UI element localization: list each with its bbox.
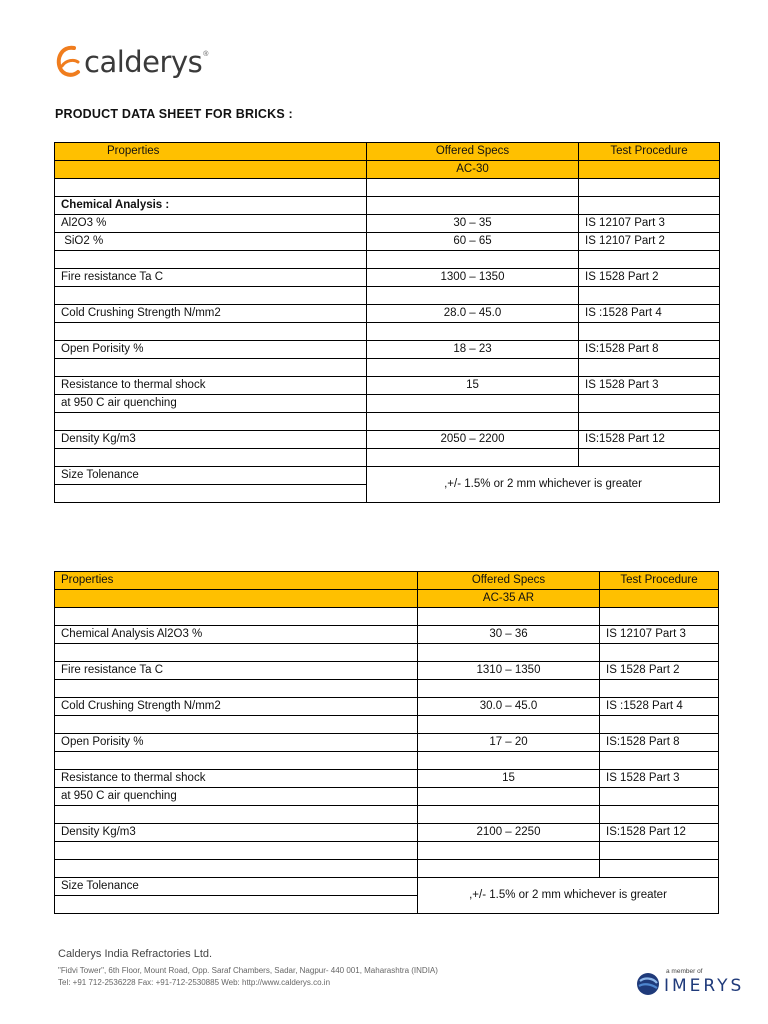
calderys-logo	[54, 42, 208, 82]
spec-cell: 15	[418, 770, 600, 788]
table-row	[55, 770, 719, 788]
imerys-logo	[636, 968, 745, 996]
spacer-row	[55, 608, 719, 626]
property-cell: Open Porisity %	[55, 734, 418, 752]
property-cell: Chemical Analysis Al2O3 %	[55, 626, 418, 644]
header-test-procedure: Test Procedure	[579, 143, 720, 161]
spec-table-ac35ar	[54, 571, 719, 914]
spec-cell: 2050 – 2200	[367, 431, 579, 449]
test-cell: IS:1528 Part 8	[600, 734, 719, 752]
header-blank	[579, 161, 720, 179]
table-row	[55, 467, 720, 485]
spacer-row	[55, 842, 719, 860]
property-cell: Al2O3 %	[55, 215, 367, 233]
header-offered-specs: Offered Specs	[418, 572, 600, 590]
table-row	[55, 431, 720, 449]
spacer-row	[55, 179, 720, 197]
spacer-row	[55, 644, 719, 662]
table-header-row	[55, 143, 720, 161]
spec-cell: 30 – 36	[418, 626, 600, 644]
test-cell: IS :1528 Part 4	[600, 698, 719, 716]
logo-registered-mark: ®	[203, 50, 209, 58]
section-label: Chemical Analysis :	[55, 197, 367, 215]
spacer-row	[55, 806, 719, 824]
grade-row	[55, 590, 719, 608]
test-cell: IS:1528 Part 8	[579, 341, 720, 359]
property-cell: Open Porisity %	[55, 341, 367, 359]
spacer-row	[55, 359, 720, 377]
table-row	[55, 215, 720, 233]
table-row	[55, 305, 720, 323]
table-row	[55, 377, 720, 395]
property-cell: SiO2 %	[55, 233, 367, 251]
imerys-globe-icon	[636, 972, 660, 996]
page-title: PRODUCT DATA SHEET FOR BRICKS :	[55, 107, 293, 121]
spec-cell: 30.0 – 45.0	[418, 698, 600, 716]
table-row	[55, 395, 720, 413]
spacer-row	[55, 287, 720, 305]
test-cell: IS 1528 Part 3	[579, 377, 720, 395]
test-cell: IS:1528 Part 12	[600, 824, 719, 842]
header-properties: Properties	[55, 572, 418, 590]
header-offered-specs: Offered Specs	[367, 143, 579, 161]
spacer-row	[55, 413, 720, 431]
spacer-row	[55, 752, 719, 770]
size-tolerance-value: ,+/- 1.5% or 2 mm whichever is greater	[418, 878, 719, 914]
table-row	[55, 233, 720, 251]
size-tolerance-value: ,+/- 1.5% or 2 mm whichever is greater	[367, 467, 720, 503]
table-row	[55, 878, 719, 896]
spacer-row	[55, 323, 720, 341]
size-tolerance-label: Size Tolenance	[55, 878, 418, 896]
footer-address: "Fidvi Tower", 6th Floor, Mount Road, Opp. Saraf Chambers, Sadar, Nagpur- 440 001, Maharashtra (INDIA)	[58, 966, 438, 975]
test-cell: IS 1528 Part 3	[600, 770, 719, 788]
test-cell: IS 1528 Part 2	[600, 662, 719, 680]
footer-company: Calderys India Refractories Ltd.	[58, 948, 213, 960]
spec-cell: 17 – 20	[418, 734, 600, 752]
spec-cell: 60 – 65	[367, 233, 579, 251]
spec-cell: 2100 – 2250	[418, 824, 600, 842]
spec-cell: 15	[367, 377, 579, 395]
spacer-row	[55, 251, 720, 269]
property-cell: Resistance to thermal shock	[55, 377, 367, 395]
imerys-member-caption: a member of	[666, 968, 703, 975]
property-cell: Density Kg/m3	[55, 824, 418, 842]
property-cell: Fire resistance Ta C	[55, 269, 367, 287]
imerys-wordmark: IMERYS	[664, 976, 745, 996]
spec-cell: 28.0 – 45.0	[367, 305, 579, 323]
property-cell: at 950 C air quenching	[55, 788, 418, 806]
spacer-row	[55, 716, 719, 734]
table-row	[55, 626, 719, 644]
table-header-row	[55, 572, 719, 590]
logo-wordmark: calderys	[84, 45, 203, 79]
footer	[58, 948, 438, 989]
table-row	[55, 662, 719, 680]
spacer-row	[55, 449, 720, 467]
test-cell: IS 12107 Part 3	[600, 626, 719, 644]
table-row	[55, 788, 719, 806]
property-cell: Cold Crushing Strength N/mm2	[55, 305, 367, 323]
test-cell: IS:1528 Part 12	[579, 431, 720, 449]
spec-cell: 30 – 35	[367, 215, 579, 233]
spacer-row	[55, 680, 719, 698]
test-cell: IS 1528 Part 2	[579, 269, 720, 287]
property-cell: at 950 C air quenching	[55, 395, 367, 413]
header-test-procedure: Test Procedure	[600, 572, 719, 590]
grade-label: AC-35 AR	[418, 590, 600, 608]
spacer-row	[55, 860, 719, 878]
grade-label: AC-30	[367, 161, 579, 179]
size-tolerance-label: Size Tolenance	[55, 467, 367, 485]
spec-cell: 1300 – 1350	[367, 269, 579, 287]
header-blank	[55, 590, 418, 608]
test-cell: IS :1528 Part 4	[579, 305, 720, 323]
footer-contact: Tel: +91 712-2536228 Fax: +91-712-2530885 Web: http://www.calderys.co.in	[58, 978, 331, 987]
calderys-swirl-icon	[54, 44, 82, 80]
table-row	[55, 698, 719, 716]
header-blank	[55, 161, 367, 179]
property-cell: Cold Crushing Strength N/mm2	[55, 698, 418, 716]
grade-row	[55, 161, 720, 179]
table-row	[55, 824, 719, 842]
table-row	[55, 269, 720, 287]
table-row	[55, 341, 720, 359]
header-properties: Properties	[55, 143, 367, 161]
spec-cell: 1310 – 1350	[418, 662, 600, 680]
test-cell: IS 12107 Part 3	[579, 215, 720, 233]
table-row	[55, 197, 720, 215]
spec-table-ac30	[54, 142, 720, 503]
property-cell: Resistance to thermal shock	[55, 770, 418, 788]
spec-cell: 18 – 23	[367, 341, 579, 359]
table-row	[55, 734, 719, 752]
test-cell: IS 12107 Part 2	[579, 233, 720, 251]
property-cell: Density Kg/m3	[55, 431, 367, 449]
header-blank	[600, 590, 719, 608]
property-cell: Fire resistance Ta C	[55, 662, 418, 680]
